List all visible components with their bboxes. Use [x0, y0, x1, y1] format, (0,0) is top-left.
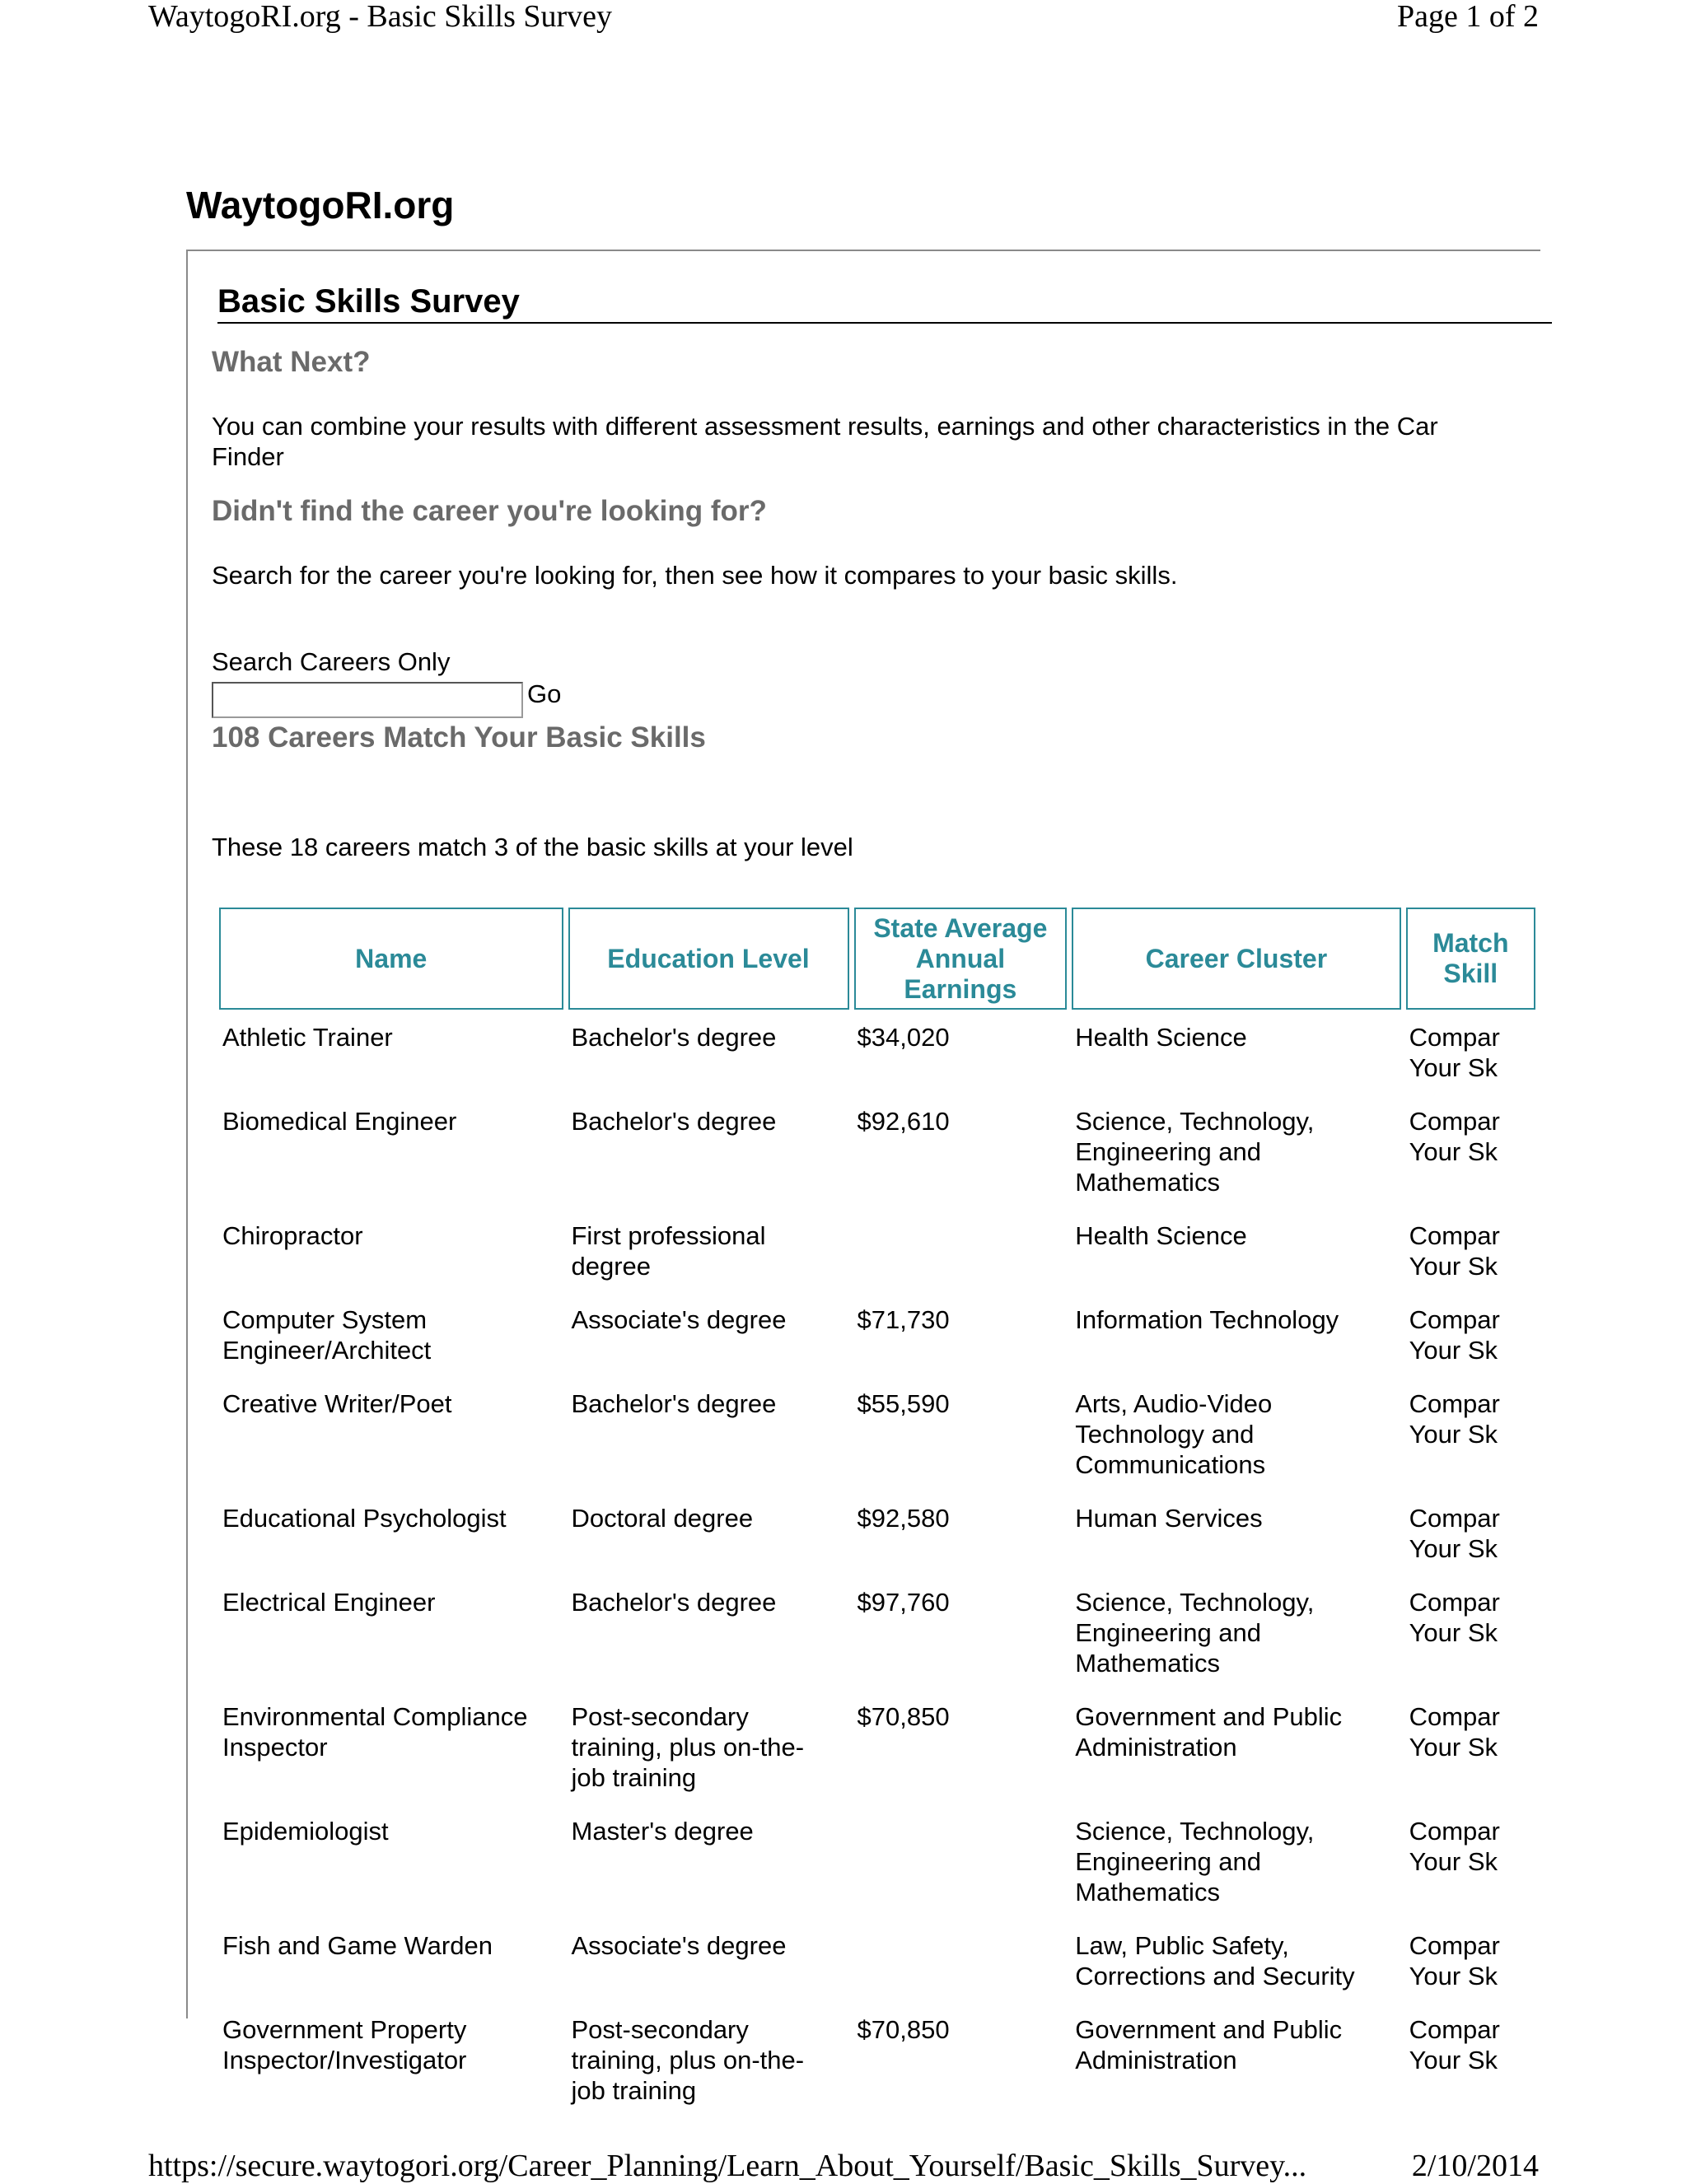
annual-earnings: $70,850 — [857, 1702, 950, 1731]
career-name[interactable]: Government Property Inspector/Investigator — [222, 2015, 467, 2074]
education-level: Bachelor's degree — [571, 1023, 777, 1052]
annual-earnings: $34,020 — [857, 1023, 950, 1052]
print-header-title: WaytogoRI.org - Basic Skills Survey — [148, 0, 613, 34]
print-header — [0, 0, 1687, 40]
education-level: Master's degree — [571, 1817, 754, 1846]
annual-earnings — [854, 1208, 1068, 1292]
what-next-heading: What Next? — [212, 346, 371, 378]
career-name[interactable]: Fish and Game Warden — [222, 1931, 493, 1960]
annual-earnings: $55,590 — [857, 1389, 950, 1418]
site-title[interactable]: WaytogoRI.org — [186, 184, 455, 226]
table-row — [219, 1376, 1535, 1491]
compare-skills-link[interactable]: Compar Your Sk — [1409, 1221, 1500, 1281]
career-cluster: Government and Public Administration — [1075, 1702, 1343, 1762]
table-row — [219, 1010, 1535, 1094]
table-header-row — [219, 908, 1535, 1010]
career-name[interactable]: Electrical Engineer — [222, 1588, 436, 1617]
education-level: Post-secondary training, plus on-the- job training — [571, 2015, 805, 2105]
header-earnings[interactable]: State Average Annual Earnings — [854, 908, 1068, 1010]
compare-skills-link[interactable]: Compar Your Sk — [1409, 1389, 1500, 1449]
compare-skills-link[interactable]: Compar Your Sk — [1409, 1023, 1500, 1082]
career-cluster: Science, Technology, Engineering and Mathematics — [1075, 1588, 1315, 1678]
compare-skills-link[interactable]: Compar Your Sk — [1409, 1702, 1500, 1762]
career-name[interactable]: Educational Psychologist — [222, 1504, 507, 1533]
career-name[interactable]: Athletic Trainer — [222, 1023, 393, 1052]
table-row — [219, 2002, 1535, 2116]
career-cluster: Health Science — [1075, 1023, 1247, 1052]
table-row — [219, 1491, 1535, 1575]
annual-earnings: $97,760 — [857, 1588, 950, 1617]
education-level: Post-secondary training, plus on-the- job training — [571, 1702, 805, 1792]
career-name[interactable]: Environmental Compliance Inspector — [222, 1702, 528, 1762]
education-level: Bachelor's degree — [571, 1389, 777, 1418]
career-cluster: Government and Public Administration — [1075, 2015, 1343, 2074]
compare-skills-link[interactable]: Compar Your Sk — [1409, 1305, 1500, 1365]
search-careers-input[interactable] — [212, 682, 523, 718]
career-name[interactable]: Biomedical Engineer — [222, 1107, 457, 1136]
print-footer — [0, 2148, 1687, 2184]
education-level: First professional degree — [571, 1221, 766, 1281]
career-cluster: Law, Public Safety, Corrections and Security — [1075, 1931, 1355, 1990]
header-name[interactable]: Name — [219, 908, 563, 1010]
compare-skills-link[interactable]: Compar Your Sk — [1409, 1107, 1500, 1166]
survey-title: Basic Skills Survey — [217, 281, 1552, 324]
career-name[interactable]: Creative Writer/Poet — [222, 1389, 452, 1418]
table-row — [219, 1689, 1535, 1804]
header-education-level[interactable]: Education Level — [568, 908, 849, 1010]
search-go-button[interactable]: Go — [527, 679, 562, 708]
print-footer-url: https://secure.waytogori.org/Career_Planning/Learn_About_Yourself/Basic_Skills_Survey... — [148, 2149, 1307, 2183]
table-row — [219, 1575, 1535, 1689]
compare-skills-link[interactable]: Compar Your Sk — [1409, 1931, 1500, 1990]
table-row — [219, 1804, 1535, 1918]
table-row — [219, 1208, 1535, 1292]
compare-skills-link[interactable]: Compar Your Sk — [1409, 1817, 1500, 1876]
career-name[interactable]: Chiropractor — [222, 1221, 363, 1250]
didnt-find-text: Search for the career you're looking for, then see how it compares to your basic skills. — [212, 561, 1178, 590]
career-cluster: Information Technology — [1075, 1305, 1339, 1334]
career-cluster: Human Services — [1075, 1504, 1263, 1533]
annual-earnings: $70,850 — [857, 2015, 950, 2044]
career-name[interactable]: Computer System Engineer/Architect — [222, 1305, 432, 1365]
career-cluster: Health Science — [1075, 1221, 1247, 1250]
table-row — [219, 1918, 1535, 2002]
careers-table — [214, 908, 1540, 2116]
didnt-find-heading: Didn't find the career you're looking for? — [212, 495, 767, 527]
compare-skills-link[interactable]: Compar Your Sk — [1409, 1504, 1500, 1563]
search-label: Search Careers Only — [212, 647, 451, 676]
table-row — [219, 1292, 1535, 1376]
career-name[interactable]: Epidemiologist — [222, 1817, 389, 1846]
table-row — [219, 1094, 1535, 1208]
annual-earnings: $71,730 — [857, 1305, 950, 1334]
education-level: Bachelor's degree — [571, 1107, 777, 1136]
annual-earnings: $92,580 — [857, 1504, 950, 1533]
annual-earnings — [854, 1918, 1068, 2002]
education-level: Bachelor's degree — [571, 1588, 777, 1617]
career-cluster: Science, Technology, Engineering and Mathematics — [1075, 1817, 1315, 1906]
match-intro-text: These 18 careers match 3 of the basic skills at your level — [212, 833, 853, 861]
what-next-text-line1: You can combine your results with different assessment results, earnings and other characteristics in the Car — [212, 412, 1438, 441]
header-match-skill[interactable]: Match Skill — [1406, 908, 1535, 1010]
compare-skills-link[interactable]: Compar Your Sk — [1409, 2015, 1500, 2074]
annual-earnings: $92,610 — [857, 1107, 950, 1136]
match-count-heading: 108 Careers Match Your Basic Skills — [212, 721, 706, 754]
careers-table-body — [219, 1010, 1535, 2116]
education-level: Associate's degree — [571, 1305, 787, 1334]
career-cluster: Science, Technology, Engineering and Mathematics — [1075, 1107, 1315, 1197]
education-level: Associate's degree — [571, 1931, 787, 1960]
print-footer-date: 2/10/2014 — [1411, 2149, 1539, 2183]
what-next-text-line2[interactable]: Finder — [212, 442, 284, 471]
education-level: Doctoral degree — [571, 1504, 754, 1533]
career-cluster: Arts, Audio-Video Technology and Communications — [1075, 1389, 1273, 1479]
main-content — [186, 250, 1540, 2105]
print-header-page-number: Page 1 of 2 — [1396, 0, 1539, 34]
annual-earnings — [854, 1804, 1068, 1918]
compare-skills-link[interactable]: Compar Your Sk — [1409, 1588, 1500, 1647]
header-career-cluster[interactable]: Career Cluster — [1072, 908, 1400, 1010]
